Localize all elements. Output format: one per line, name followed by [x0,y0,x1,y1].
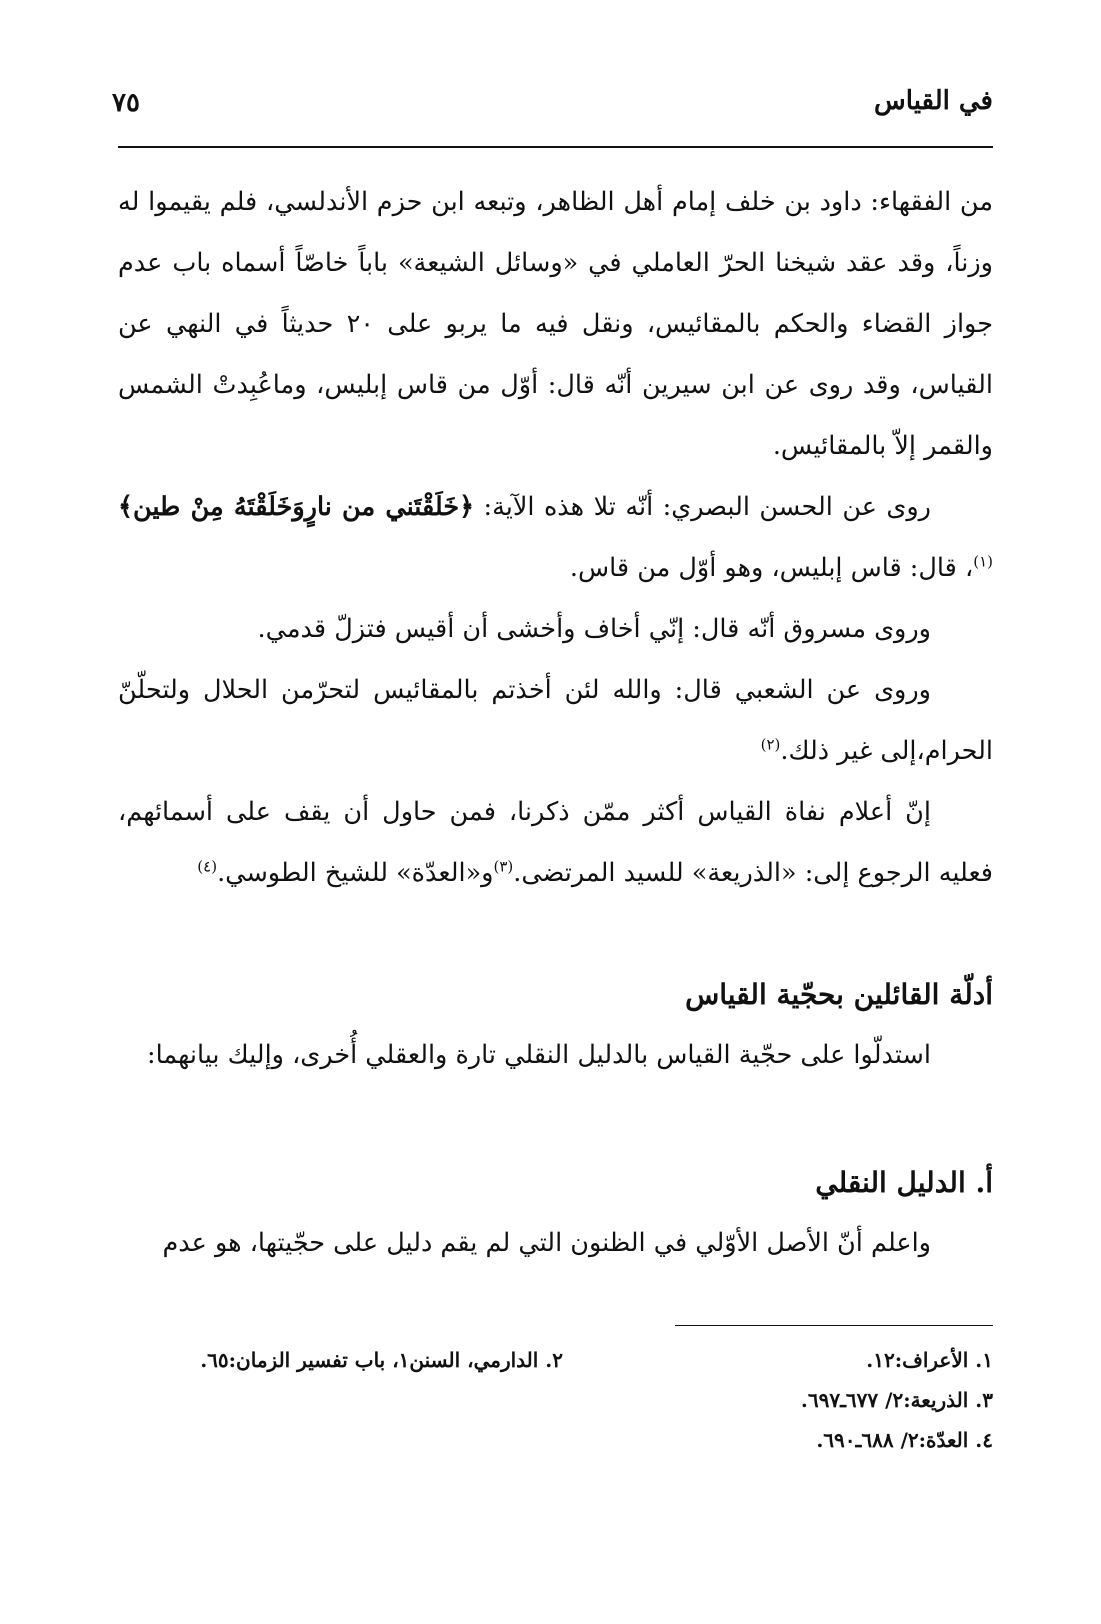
section-gap [118,1086,993,1152]
paragraph-shabi [118,660,993,782]
footnote-ref-3: (٣) [493,857,514,876]
footnote-row [118,1380,993,1420]
body-text [118,172,993,1274]
paragraph-text: و«العدّة» للشيخ الطوسي. [217,858,494,888]
paragraph-opponents: من الفقهاء: داود بن خلف إمام أهل الظاهر، وتبعه ابن حزم الأندلسي، فلم يقيموا له وزناً، وقد عقد شيخنا الحرّ العاملي في «وسائل الشيعة» باباً خاصّاً أسماه باب عدم جواز القضاء والحكم بالمقائيس، ونقل فيه ما يربو على ٢٠ حديثاً في النهي عن القياس، وقد روى عن ابن سيرين أنّه قال: أوّل من قاس إبليس، وماعُبِدتْ الشمس والقمر إلاّ بالمقائيس. [118,187,993,461]
footnote-ref-2: (٢) [760,735,781,754]
paragraph-text: ، قال: قاس إبليس، وهو أوّل من قاس. [569,553,974,583]
footnote-rule [675,1325,993,1326]
paragraph-principle: واعلم أنّ الأصل الأوّلي في الظنون التي لم يقم دليل على حجّيتها، هو عدم [162,1228,931,1258]
section-heading: أدلّة القائلين بحجّية القياس [685,978,993,1011]
footnote-1: ١. الأعراف:١٢. [866,1348,993,1372]
footnote-row [118,1420,993,1460]
section-gap [118,904,993,964]
paragraph-text: روى عن الحسن البصري: أنّه تلا هذه الآية: [474,492,931,522]
paragraph-masruq: وروى مسروق أنّه قال: إنّي أخاف وأخشى أن أقيس فتزلّ قدمي. [257,614,931,644]
footnote-2: ٢. الدارمي، السنن١، باب تفسير الزمان:٦٥. [200,1348,563,1372]
page-number: ٧٥ [112,88,140,118]
footnotes [118,1340,993,1460]
footnote-ref-4: (٤) [197,857,218,876]
subsection-heading: أ. الدليل النقلي [815,1166,993,1199]
running-title: في القياس [874,86,993,116]
paragraph-hasan-basri [118,477,993,599]
paragraph-text: وروى عن الشعبي قال: والله لئن أخذتم بالمقائيس لتحرّمن الحلال ولتحلّنّ الحرام،إلى غير ذلك. [118,675,993,766]
footnote-3: ٣. الذريعة:٢/ ٦٧٧ـ٦٩٧. [800,1388,993,1412]
quran-verse: ﴿خَلَقْتَني من نارٍوَخَلَقْتَهُ مِنْ طين﴾ [118,492,475,522]
paragraph-references [118,782,993,904]
footnote-ref-1: (١) [973,552,993,571]
paragraph-evidence-intro: استدلّوا على حجّية القياس بالدليل النقلي تارة والعقلي أُخرى، وإليك بيانهما: [147,1040,931,1070]
header-rule [118,146,993,148]
footnote-4: ٤. العدّة:٢/ ٦٨٨ـ٦٩٠. [816,1428,993,1452]
footnote-row [118,1340,993,1380]
paragraph-text: إنّ أعلام نفاة القياس أكثر ممّن ذكرنا، فمن حاول أن يقف على أسمائهم، فعليه الرجوع إلى: «الذريعة» للسيد المرتضى. [118,797,993,888]
